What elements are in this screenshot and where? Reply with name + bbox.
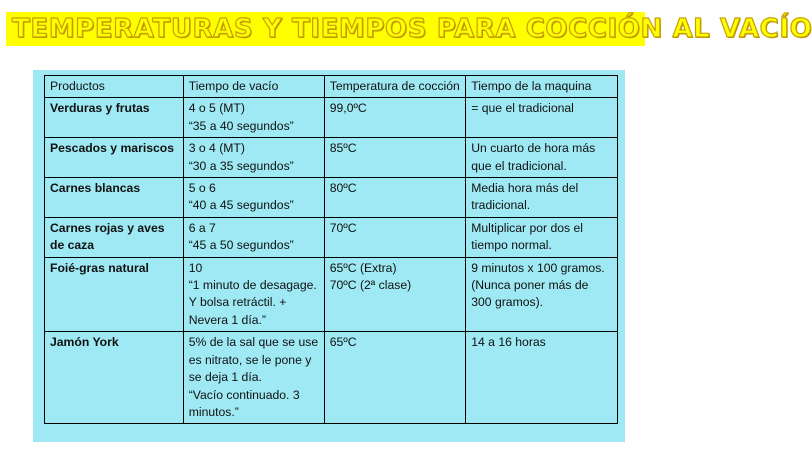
temp-line: 85ºC — [329, 141, 357, 156]
vacuum-line: 5 o 6 — [188, 181, 216, 196]
table-row — [45, 332, 618, 424]
vacuum-line: 5% de la sal que se use es nitrato, se le pone y se deja 1 día. — [188, 335, 319, 385]
temp-cell — [324, 332, 465, 424]
vacuum-cell — [183, 98, 324, 138]
vacuum-line: “40 a 45 segundos” — [188, 198, 294, 213]
machine-cell: 9 minutos x 100 gramos. (Nunca poner más de 300 gramos). — [466, 257, 618, 332]
product-cell: Jamón York — [45, 332, 184, 424]
vacuum-cell — [183, 332, 324, 424]
product-cell: Carnes rojas y aves de caza — [45, 217, 184, 257]
machine-cell: Media hora más del tradicional. — [466, 178, 618, 218]
header-products: Productos — [45, 76, 184, 98]
table-row — [45, 138, 618, 178]
machine-cell: 14 a 16 horas — [466, 332, 618, 424]
header-cooking-temp: Temperatura de cocción — [324, 76, 465, 98]
vacuum-cell — [183, 257, 324, 332]
machine-cell: Un cuarto de hora más que el tradicional. — [466, 138, 618, 178]
temp-cell — [324, 138, 465, 178]
temp-cell — [324, 178, 465, 218]
vacuum-line: 4 o 5 (MT) — [188, 101, 245, 116]
product-cell: Foié-gras natural — [45, 257, 184, 332]
vacuum-line: “Vacío continuado. 3 minutos.” — [188, 387, 300, 419]
cooking-table — [44, 75, 618, 424]
vacuum-line: “35 a 40 segundos” — [188, 118, 294, 133]
temp-line: 65ºC (Extra) — [329, 260, 397, 275]
vacuum-cell — [183, 217, 324, 257]
product-cell: Verduras y frutas — [45, 98, 184, 138]
vacuum-line: “1 minuto de desagage. Y bolsa retráctil. + Nevera 1 día.” — [188, 278, 317, 327]
temp-cell — [324, 217, 465, 257]
vacuum-line: 3 o 4 (MT) — [188, 141, 245, 156]
header-vacuum-time: Tiempo de vacío — [183, 76, 324, 98]
vacuum-line: “30 a 35 segundos” — [188, 158, 294, 173]
temp-line: 99,0ºC — [329, 101, 367, 116]
table-panel — [33, 70, 625, 442]
temp-line: 80ºC — [329, 181, 357, 196]
table-row — [45, 257, 618, 332]
temp-line: 70ºC (2ª clase) — [329, 278, 412, 293]
temp-line: 70ºC — [329, 220, 357, 235]
vacuum-line: 10 — [188, 260, 203, 275]
vacuum-line: 6 a 7 — [188, 220, 216, 235]
product-cell: Pescados y mariscos — [45, 138, 184, 178]
header-machine-time: Tiempo de la maquina — [466, 76, 618, 98]
machine-cell: Multiplicar por dos el tiempo normal. — [466, 217, 618, 257]
vacuum-cell — [183, 178, 324, 218]
table-header-row — [45, 76, 618, 98]
temp-cell — [324, 98, 465, 138]
table-row — [45, 178, 618, 218]
temp-cell — [324, 257, 465, 332]
vacuum-line: “45 a 50 segundos” — [188, 238, 294, 253]
temp-line: 65ºC — [329, 335, 357, 350]
machine-cell: = que el tradicional — [466, 98, 618, 138]
product-cell: Carnes blancas — [45, 178, 184, 218]
table-row — [45, 98, 618, 138]
table-row — [45, 217, 618, 257]
page-title: TEMPERATURAS Y TIEMPOS PARA COCCIÓN AL VACÍO — [12, 14, 812, 44]
vacuum-cell — [183, 138, 324, 178]
